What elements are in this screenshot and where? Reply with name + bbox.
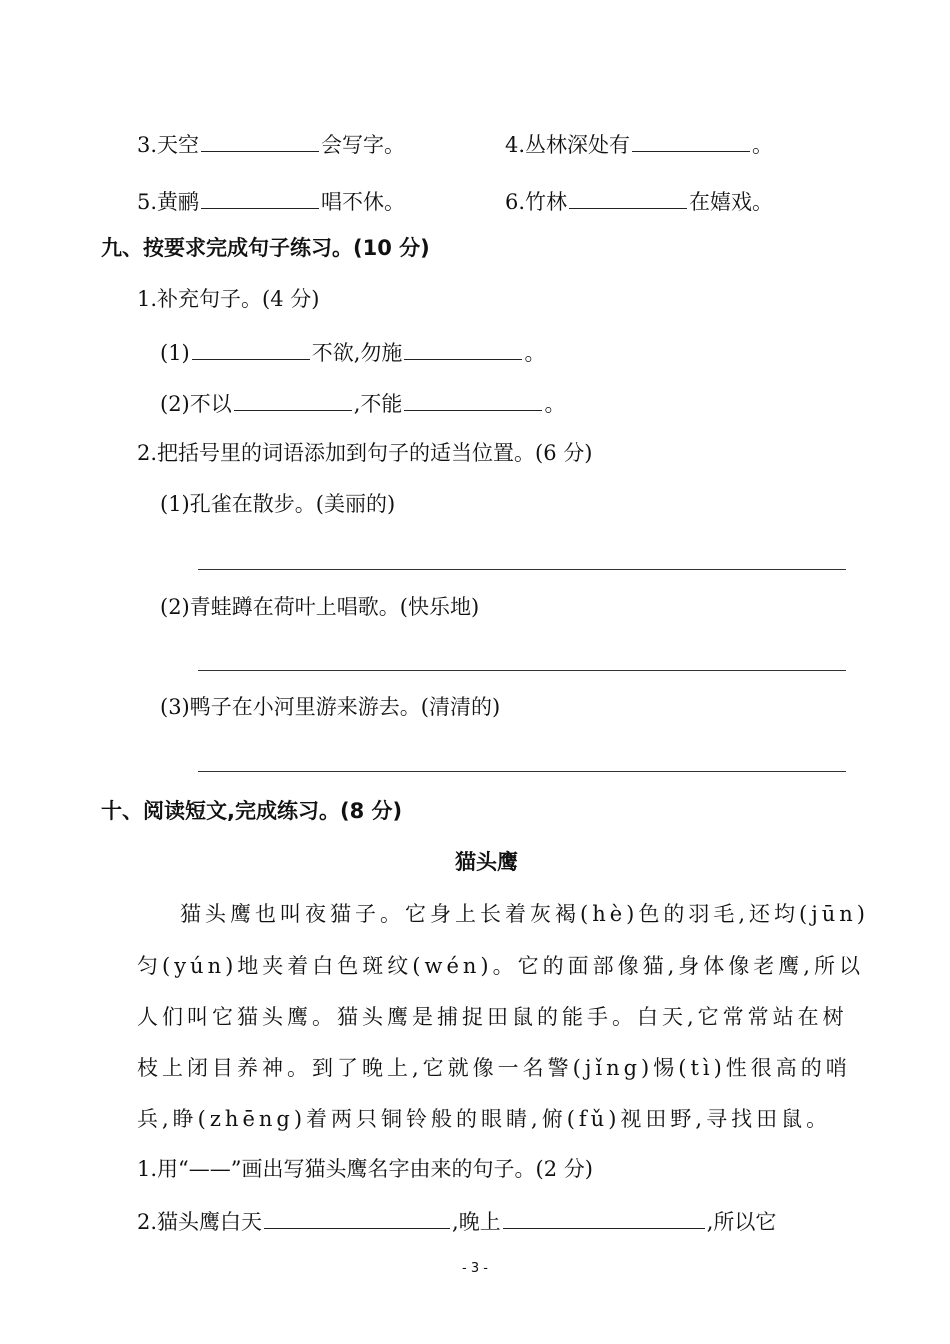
item-suffix: ,所以它	[706, 1210, 777, 1234]
section-9-q2-item1: (1)孔雀在散步。(美丽的)	[160, 492, 396, 516]
answer-line[interactable]	[198, 771, 846, 772]
item-suffix: 。	[524, 341, 546, 365]
section-9-q2-item3: (3)鸭子在小河里游来游去。(清清的)	[160, 695, 501, 719]
section-10-q1: 1.用“——”画出写猫头鹰名字由来的句子。(2 分)	[137, 1157, 593, 1181]
item-number: 3.	[137, 133, 158, 157]
section-10-heading: 十、阅读短文,完成练习。(8 分)	[101, 799, 403, 823]
item-prefix: (2)不以	[160, 392, 232, 416]
passage-line: 人们叫它猫头鹰。猫头鹰是捕捉田鼠的能手。白天,它常常站在树	[137, 1005, 848, 1029]
section-9-q1-item2	[160, 392, 565, 415]
blank-line[interactable]	[632, 133, 750, 152]
section-9-heading: 九、按要求完成句子练习。(10 分)	[101, 236, 430, 260]
passage-line: 兵,睁(zhēng)着两只铜铃般的眼睛,俯(fǔ)视田野,寻找田鼠。	[137, 1107, 832, 1131]
answer-line[interactable]	[198, 670, 846, 671]
item-prefix: 黄鹂	[157, 190, 200, 214]
page-number: - 3 -	[462, 1261, 488, 1276]
fill-item-4	[505, 133, 773, 156]
item-prefix: 丛林深处有	[525, 133, 631, 157]
item-prefix: 天空	[157, 133, 200, 157]
blank-line[interactable]	[192, 341, 310, 360]
item-number: 4.	[505, 133, 526, 157]
item-suffix: 在嬉戏。	[689, 190, 774, 214]
passage-line: 枝上闭目养神。到了晚上,它就像一名警(jǐng)惕(tì)性很高的哨	[137, 1056, 851, 1080]
blank-line[interactable]	[404, 341, 522, 360]
passage-line: 匀(yún)地夹着白色斑纹(wén)。它的面部像猫,身体像老鹰,所以	[137, 954, 864, 978]
passage-title: 猫头鹰	[455, 850, 518, 874]
item-suffix: 唱不休。	[321, 190, 406, 214]
fill-item-6	[505, 190, 773, 213]
section-9-q2-title: 2.把括号里的词语添加到句子的适当位置。(6 分)	[137, 441, 593, 465]
item-prefix: (1)	[160, 341, 190, 365]
item-number: 5.	[137, 190, 158, 214]
blank-line[interactable]	[404, 392, 542, 411]
item-suffix: 。	[752, 133, 774, 157]
item-number: 6.	[505, 190, 526, 214]
blank-line[interactable]	[264, 1210, 450, 1229]
item-suffix: 。	[544, 392, 566, 416]
item-middle: 不欲,勿施	[311, 341, 403, 365]
section-9-q2-item2: (2)青蛙蹲在荷叶上唱歌。(快乐地)	[160, 595, 480, 619]
item-middle: ,不能	[353, 392, 403, 416]
item-prefix: 竹林	[525, 190, 568, 214]
section-9-q1-title: 1.补充句子。(4 分)	[137, 287, 320, 311]
blank-line[interactable]	[201, 133, 319, 152]
item-middle: ,晚上	[452, 1210, 501, 1234]
item-suffix: 会写字。	[321, 133, 406, 157]
answer-line[interactable]	[198, 569, 846, 570]
fill-item-3	[137, 133, 405, 156]
blank-line[interactable]	[201, 190, 319, 209]
blank-line[interactable]	[503, 1210, 705, 1229]
fill-item-5	[137, 190, 405, 213]
section-10-q2	[137, 1210, 776, 1233]
blank-line[interactable]	[234, 392, 352, 411]
blank-line[interactable]	[569, 190, 687, 209]
passage-line: 猫头鹰也叫夜猫子。它身上长着灰褐(hè)色的羽毛,还均(jūn)	[180, 902, 869, 926]
section-9-q1-item1	[160, 341, 545, 364]
item-prefix: 2.猫头鹰白天	[137, 1210, 263, 1234]
